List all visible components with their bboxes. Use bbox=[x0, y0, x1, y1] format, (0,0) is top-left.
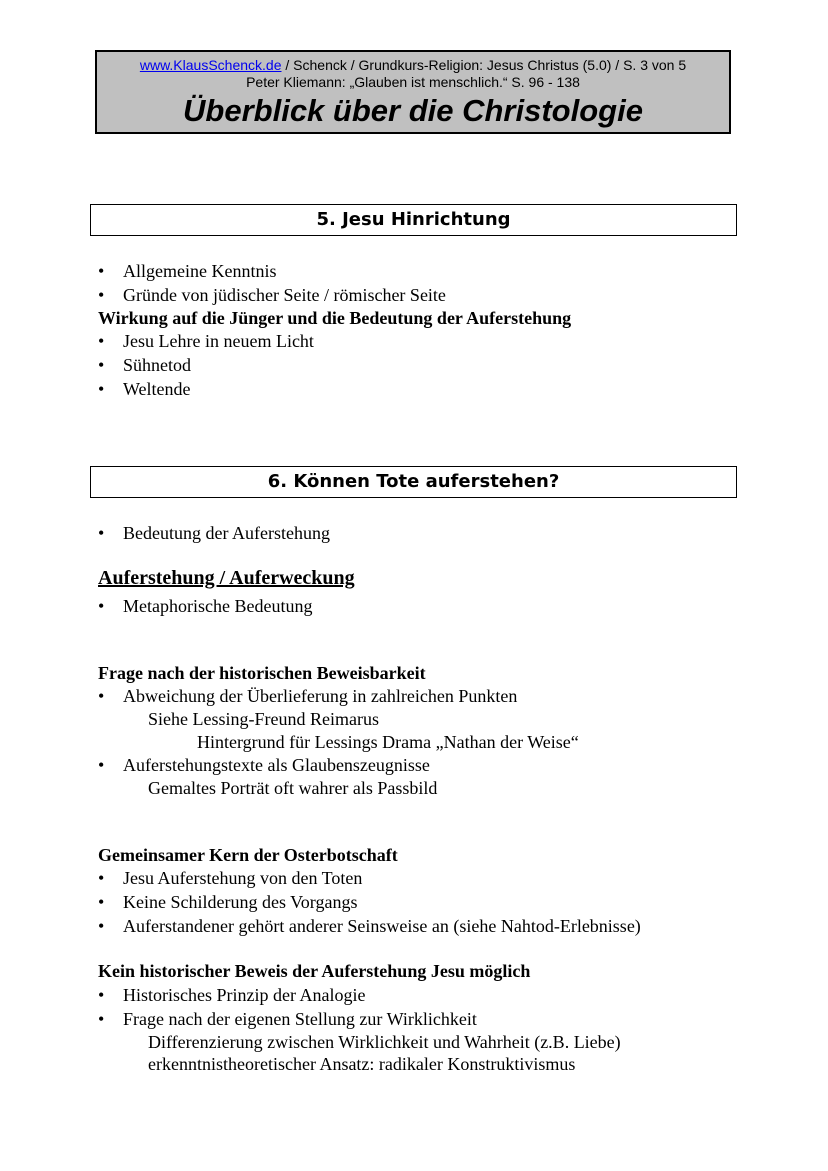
indented-note: Gemaltes Porträt oft wahrer als Passbild bbox=[148, 778, 438, 798]
indented-note: Differenzierung zwischen Wirklichkeit und Wahrheit (z.B. Liebe) bbox=[148, 1032, 621, 1052]
bullet-icon: • bbox=[98, 379, 105, 399]
indented-note: Siehe Lessing-Freund Reimarus bbox=[148, 709, 379, 729]
header-source-line bbox=[97, 57, 729, 74]
document-header bbox=[95, 50, 731, 134]
section-6-title: 6. Können Tote auferstehen? bbox=[90, 466, 737, 498]
bullet-icon: • bbox=[98, 985, 105, 1005]
bullet-icon: • bbox=[98, 523, 105, 543]
website-link[interactable]: www.KlausSchenck.de bbox=[139, 57, 282, 73]
heading-auferstehung: Auferstehung / Auferweckung bbox=[98, 567, 355, 589]
bullet-icon: • bbox=[98, 261, 105, 281]
subheading-beweis: Kein historischer Beweis der Auferstehung Jesu möglich bbox=[98, 961, 531, 981]
bullet-icon: • bbox=[98, 285, 105, 305]
bullet-icon: • bbox=[98, 355, 105, 375]
header-book-reference: Peter Kliemann: „Glauben ist menschlich.“ S. 96 - 138 bbox=[246, 74, 580, 90]
bullet-icon: • bbox=[98, 755, 105, 775]
bullet-icon: • bbox=[98, 868, 105, 888]
subheading-wirkung: Wirkung auf die Jünger und die Bedeutung der Auferstehung bbox=[98, 308, 572, 328]
section-5-title: 5. Jesu Hinrichtung bbox=[90, 204, 737, 236]
header-course-info: / Schenck / Grundkurs-Religion: Jesus Christus (5.0) / S. 3 von 5 bbox=[281, 57, 687, 73]
bullet-icon: • bbox=[98, 331, 105, 351]
subheading-historisch: Frage nach der historischen Beweisbarkeit bbox=[98, 663, 426, 683]
bullet-icon: • bbox=[98, 892, 105, 912]
subheading-kern: Gemeinsamer Kern der Osterbotschaft bbox=[98, 845, 398, 865]
bullet-icon: • bbox=[98, 596, 105, 616]
bullet-icon: • bbox=[98, 916, 105, 936]
indented-note: erkenntnistheoretischer Ansatz: radikaler Konstruktivismus bbox=[148, 1054, 576, 1074]
bullet-icon: • bbox=[98, 686, 105, 706]
bullet-icon: • bbox=[98, 1009, 105, 1029]
indented-note: Hintergrund für Lessings Drama „Nathan der Weise“ bbox=[197, 732, 579, 752]
page-title: Überblick über die Christologie bbox=[183, 93, 643, 128]
